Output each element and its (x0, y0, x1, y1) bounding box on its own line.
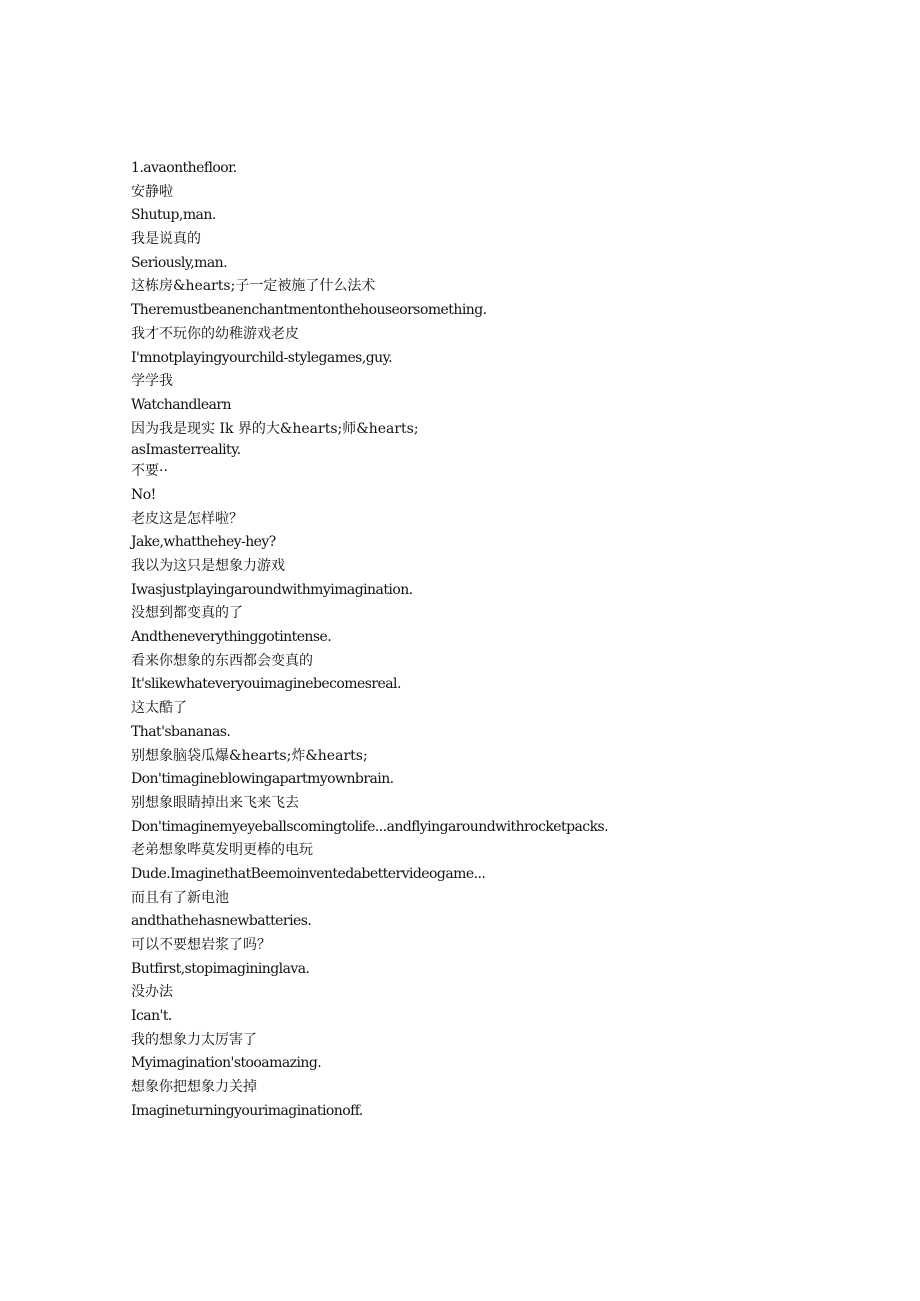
transcript-line: 别想象脑袋瓜爆&hearts;炸&hearts; (131, 747, 368, 764)
transcript-body (131, 157, 871, 1124)
transcript-line: Myimagination'stooamazing. (131, 1055, 322, 1072)
transcript-line: 没办法 (131, 984, 173, 1001)
transcript-line: Butfirst,stopimagininglava. (131, 960, 310, 977)
transcript-line: 可以不要想岩浆了吗？ (131, 937, 271, 953)
transcript-line: 这栋房&hearts;子一定被施了什么法术 (131, 278, 376, 295)
transcript-line: Shutup,man. (131, 207, 216, 224)
transcript-line: Andtheneverythinggotintense. (131, 629, 332, 646)
transcript-line: Don'timagineblowingapartmyownbrain. (131, 771, 394, 788)
transcript-line: 这太酷了 (131, 700, 187, 717)
transcript-line: 我是说真的 (131, 231, 201, 248)
transcript-line: 学学我 (131, 373, 173, 390)
transcript-line: 我才不玩你的幼稚游戏老皮 (131, 325, 299, 342)
transcript-line: 想象你把想象力关掉 (131, 1079, 257, 1096)
transcript-line: Jake,whatthehey-hey? (131, 534, 276, 551)
transcript-line: 我以为这只是想象力游戏 (131, 558, 285, 574)
transcript-line: Seriously,man. (131, 254, 228, 271)
transcript-line: That'sbananas. (131, 723, 231, 740)
transcript-line: 我的想象力太厉害了 (131, 1031, 257, 1048)
transcript-line: 别想象眼睛掉出来飞来飞去 (131, 794, 299, 811)
transcript-line: Theremustbeanenchantmentonthehouseorsomething. (131, 302, 487, 319)
transcript-line: 看来你想象的东西都会变真的 (131, 652, 313, 669)
transcript-line: asImasterreality. (131, 442, 241, 459)
transcript-line: andthathehasnewbatteries. (131, 913, 312, 930)
transcript-line: Don'timaginemyeyeballscomingtolife...andflyingaroundwithrocketpacks. (131, 818, 609, 835)
transcript-line: Ican't. (131, 1008, 172, 1025)
transcript-line: 而且有了新电池 (131, 889, 229, 906)
transcript-line: No! (131, 486, 156, 503)
transcript-line: It'slikewhateveryouimaginebecomesreal. (131, 676, 401, 693)
transcript-line: 老弟想象哔莫发明更棒的电玩 (131, 842, 313, 859)
transcript-line: I'mnotplayingyourchild-stylegames,guy. (131, 349, 392, 366)
transcript-line: 不要·· (131, 463, 168, 480)
transcript-line: 安静啦 (131, 183, 173, 200)
transcript-line: Imagineturningyourimaginationoff. (131, 1102, 363, 1119)
transcript-line: Dude.ImaginethatBeemoinventedabettervideogame... (131, 865, 486, 882)
transcript-line: 老皮这是怎样啦？ (131, 510, 243, 527)
transcript-line: Watchandlearn (131, 396, 231, 413)
transcript-line: Iwasjustplayingaroundwithmyimagination. (131, 581, 413, 598)
transcript-line: 1.avaonthefloor. (131, 160, 237, 176)
transcript-line: 因为我是现实 Ik 界的大&hearts;师&hearts; (131, 420, 419, 437)
transcript-line: 没想到都变真的了 (131, 605, 243, 622)
